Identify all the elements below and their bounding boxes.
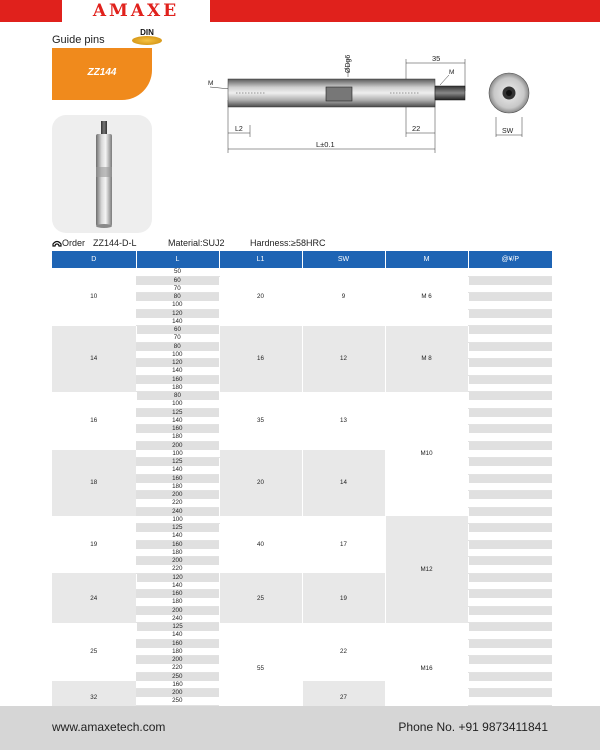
- cell-l: 140: [136, 466, 219, 474]
- cell-m: M12: [385, 516, 468, 623]
- cell-l: 70: [136, 334, 219, 342]
- table-row: [52, 268, 552, 276]
- cell-m: M 6: [385, 268, 468, 326]
- cell-l: 70: [136, 285, 219, 293]
- cell-l: 160: [136, 681, 219, 689]
- cell-l: 180: [136, 384, 219, 392]
- cell-price: [468, 351, 552, 359]
- order-code: ZZ144-D-L: [93, 238, 137, 248]
- cell-price: [468, 499, 552, 507]
- cell-price: [468, 359, 552, 367]
- cell-price: [468, 565, 552, 573]
- cell-l: 160: [136, 375, 219, 383]
- cell-price: [468, 664, 552, 672]
- cell-l: 50: [136, 268, 219, 276]
- cell-price: [468, 441, 552, 449]
- din-badge-oval: [132, 36, 162, 45]
- cell-l: 100: [136, 351, 219, 359]
- product-code: ZZ144: [87, 67, 117, 78]
- footer: [0, 706, 600, 750]
- cell-price: [468, 590, 552, 598]
- cell-sw: 14: [302, 450, 385, 516]
- cell-price: [468, 573, 552, 581]
- cell-price: [468, 285, 552, 293]
- cell-l: 180: [136, 598, 219, 606]
- cell-price: [468, 425, 552, 433]
- header-l1: L1: [219, 251, 302, 268]
- cell-l: 140: [136, 417, 219, 425]
- product-photo: [52, 115, 152, 233]
- cell-sw: 17: [302, 516, 385, 574]
- cell-l: 140: [136, 532, 219, 540]
- cell-price: [468, 656, 552, 664]
- cell-l: 160: [136, 590, 219, 598]
- cell-price: [468, 392, 552, 400]
- cell-price: [468, 466, 552, 474]
- cell-l1: 20: [219, 450, 302, 516]
- cell-l: 160: [136, 425, 219, 433]
- cell-l: 125: [136, 408, 219, 416]
- cell-l: 180: [136, 433, 219, 441]
- cell-l: 160: [136, 639, 219, 647]
- cell-price: [468, 540, 552, 548]
- cell-price: [468, 276, 552, 284]
- cell-price: [468, 318, 552, 326]
- cell-l: 100: [136, 400, 219, 408]
- cell-d: 32: [52, 681, 136, 714]
- cell-l: 200: [136, 557, 219, 565]
- cell-price: [468, 309, 552, 317]
- cell-l: 100: [136, 450, 219, 458]
- cell-l: 125: [136, 524, 219, 532]
- table-row: [52, 392, 552, 400]
- cell-l: 140: [136, 318, 219, 326]
- cell-price: [468, 458, 552, 466]
- material: Material:SUJ2: [168, 238, 225, 248]
- cell-d: 18: [52, 450, 136, 516]
- product-code-tab: [52, 48, 152, 100]
- dim-35: 35: [432, 54, 441, 63]
- spec-table: [52, 251, 552, 714]
- order-label: Order: [62, 238, 86, 248]
- cell-d: 10: [52, 268, 136, 326]
- table-row: [52, 681, 552, 689]
- cell-l: 180: [136, 549, 219, 557]
- cell-price: [468, 557, 552, 565]
- spec-table-body: [52, 268, 552, 714]
- cell-l: 220: [136, 499, 219, 507]
- cell-price: [468, 483, 552, 491]
- cell-l: 240: [136, 507, 219, 515]
- cell-price: [468, 334, 552, 342]
- order-info: [52, 237, 552, 251]
- cell-l: 140: [136, 367, 219, 375]
- cell-l: 250: [136, 672, 219, 680]
- cell-l1: 16: [219, 326, 302, 392]
- cell-l: 250: [136, 697, 219, 705]
- cell-price: [468, 417, 552, 425]
- cell-l: 160: [136, 474, 219, 482]
- cell-l: 200: [136, 606, 219, 614]
- cell-l: 240: [136, 615, 219, 623]
- table-row: [52, 450, 552, 458]
- cell-price: [468, 631, 552, 639]
- cell-l: 140: [136, 631, 219, 639]
- cell-l: 220: [136, 565, 219, 573]
- cell-l: 120: [136, 573, 219, 581]
- cell-price: [468, 400, 552, 408]
- cell-price: [468, 450, 552, 458]
- footer-website[interactable]: www.amaxetech.com: [52, 720, 166, 734]
- cell-price: [468, 582, 552, 590]
- cell-price: [468, 342, 552, 350]
- cell-price: [468, 408, 552, 416]
- footer-phone: Phone No. +91 9873411841: [398, 720, 548, 734]
- cell-sw: 13: [302, 392, 385, 450]
- cell-sw: 22: [302, 623, 385, 681]
- cell-d: 19: [52, 516, 136, 574]
- cell-price: [468, 598, 552, 606]
- cell-price: [468, 384, 552, 392]
- cell-l: 100: [136, 516, 219, 524]
- cell-price: [468, 549, 552, 557]
- cell-l: 60: [136, 276, 219, 284]
- cell-l1: 35: [219, 392, 302, 450]
- header-m: M: [385, 251, 468, 268]
- cell-price: [468, 301, 552, 309]
- cell-price: [468, 507, 552, 515]
- dim-diameter: ØDg6: [345, 54, 352, 73]
- cell-price: [468, 516, 552, 524]
- cell-l: 200: [136, 689, 219, 697]
- cell-l: 200: [136, 491, 219, 499]
- cell-m: M 8: [385, 326, 468, 392]
- cell-l: 80: [136, 392, 219, 400]
- cell-price: [468, 672, 552, 680]
- cell-l: 100: [136, 301, 219, 309]
- cell-sw: 19: [302, 573, 385, 623]
- hardness: Hardness:≥58HRC: [250, 238, 326, 248]
- cell-l1: 40: [219, 516, 302, 574]
- header-d: D: [52, 251, 136, 268]
- cell-price: [468, 697, 552, 705]
- cell-price: [468, 268, 552, 276]
- cell-price: [468, 474, 552, 482]
- header-price: @¥/P: [468, 251, 552, 268]
- cell-l1: 55: [219, 623, 302, 714]
- cell-l1: 25: [219, 573, 302, 623]
- cell-sw: 27: [302, 681, 385, 714]
- table-row: [52, 623, 552, 631]
- table-header-row: [52, 251, 552, 268]
- cell-price: [468, 293, 552, 301]
- cell-m: M16: [385, 623, 468, 714]
- cell-l: 200: [136, 656, 219, 664]
- cell-l: 60: [136, 326, 219, 334]
- cell-m: M10: [385, 392, 468, 516]
- cell-l: 120: [136, 359, 219, 367]
- cell-l: 200: [136, 441, 219, 449]
- section-title: Guide pins: [52, 34, 105, 46]
- cell-price: [468, 524, 552, 532]
- dim-l: L±0.1: [316, 140, 335, 149]
- din-badge: [132, 28, 162, 46]
- cell-l: 160: [136, 540, 219, 548]
- cell-sw: 12: [302, 326, 385, 392]
- dim-l2: L2: [235, 126, 243, 133]
- phone-icon: [52, 238, 62, 248]
- header-sw: SW: [302, 251, 385, 268]
- cell-price: [468, 615, 552, 623]
- cell-price: [468, 606, 552, 614]
- dim-sw: SW: [502, 128, 514, 135]
- cell-l: 125: [136, 623, 219, 631]
- brand-logo: AMAXE: [62, 0, 210, 22]
- cell-l1: 20: [219, 268, 302, 326]
- cell-price: [468, 689, 552, 697]
- cell-l: 140: [136, 582, 219, 590]
- cell-l: 80: [136, 342, 219, 350]
- header-l: L: [136, 251, 219, 268]
- cell-l: 125: [136, 458, 219, 466]
- cell-l: 120: [136, 309, 219, 317]
- cell-d: 25: [52, 623, 136, 681]
- cell-price: [468, 367, 552, 375]
- dim-m-left: M: [208, 80, 214, 87]
- cell-price: [468, 491, 552, 499]
- cell-price: [468, 532, 552, 540]
- cell-l: 80: [136, 293, 219, 301]
- guide-pin-photo-icon: [52, 115, 152, 233]
- cell-price: [468, 648, 552, 656]
- table-row: [52, 573, 552, 581]
- cell-l: 180: [136, 648, 219, 656]
- cell-price: [468, 326, 552, 334]
- cell-l: 220: [136, 664, 219, 672]
- cell-price: [468, 639, 552, 647]
- table-row: [52, 516, 552, 524]
- cell-price: [468, 375, 552, 383]
- cell-price: [468, 623, 552, 631]
- technical-drawing: [200, 45, 545, 165]
- cell-sw: 9: [302, 268, 385, 326]
- table-row: [52, 326, 552, 334]
- cell-price: [468, 681, 552, 689]
- dim-22: 22: [412, 124, 421, 133]
- cell-price: [468, 433, 552, 441]
- din-badge-label: DIN: [140, 28, 154, 37]
- cell-d: 24: [52, 573, 136, 623]
- cell-d: 16: [52, 392, 136, 450]
- cell-l: 180: [136, 483, 219, 491]
- dim-m-right: M: [449, 69, 455, 76]
- cell-d: 14: [52, 326, 136, 392]
